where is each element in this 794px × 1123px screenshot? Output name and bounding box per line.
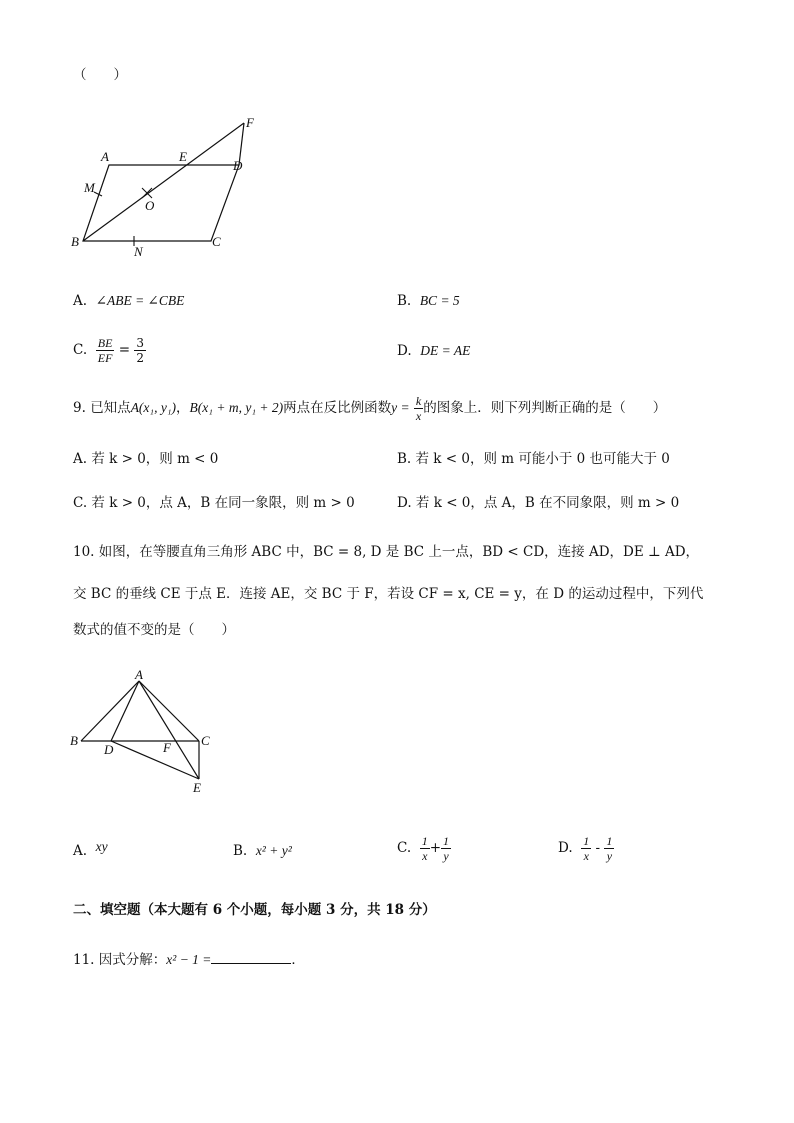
label-E: E [179,149,187,164]
q10-stem-line3: 数式的值不变的是（ ） [73,622,235,638]
label-C: C [201,733,210,748]
q10-option-c: C. $\frac{1}{x}$ + $\frac{1}{y}$ [397,834,450,863]
q10-option-b: B. x² + y² [233,843,292,859]
label-N: N [134,244,143,259]
q9-stem: 9. 已知点A(x₁, y₁)，B(x₁ + m, y₁ + 2)两点在反比例函数y = $\frac{k}{x}$ 的图象上．则下列判断正确的是（ ） [73,394,667,423]
label-M: M [84,180,95,195]
q10-option-a: A. xy [73,839,108,859]
q11-answer-blank[interactable] [211,951,291,964]
q8-option-d: D. DE = AE [397,343,471,359]
label-F: F [246,115,254,130]
q9-option-b: B. 若 k < 0，则 m 可能小于 0 也可能大于 0 [397,451,670,467]
section-heading-fill-in: 二、填空题（本大题有 6 个小题，每小题 3 分，共 18 分） [73,902,436,918]
q10-stem-line1: 10. 如图，在等腰直角三角形 ABC 中，BC = 8, D 是 BC 上一点，BD < CD，连接 AD，DE ⊥ AD， [73,544,700,560]
q10-stem-line2: 交 BC 的垂线 CE 于点 E．连接 AE，交 BC 于 F，若设 CF = x, CE = y，在 D 的运动过程中，下列代 [73,586,704,602]
q8-option-c: C. $\frac{BE}{EF}$ = $\frac{3}{2}$ [73,336,144,365]
q8-parallelogram-figure [66,110,276,260]
q9-option-a: A. 若 k > 0，则 m < 0 [73,451,219,467]
q8-answer-paren: （ ） [73,67,127,83]
label-C: C [212,234,221,249]
label-D: D [104,742,114,757]
q9-option-d: D. 若 k < 0，点 A，B 在不同象限，则 m > 0 [397,495,680,511]
label-D: D [233,158,243,173]
label-F: F [163,740,171,755]
q8-option-b: B. BC = 5 [397,293,460,309]
label-A: A [135,667,143,682]
label-B: B [71,234,79,249]
label-O: O [145,198,155,213]
q10-triangle-figure [66,664,226,799]
q10-option-d: D. $\frac{1}{x}$ - $\frac{1}{y}$ [558,834,613,863]
label-B: B [70,733,78,748]
q11-stem: 11. 因式分解：x² − 1 = ． [73,952,305,968]
label-A: A [101,149,109,164]
q8-option-a: A. ∠ABE = ∠CBE [73,293,185,309]
q9-option-c: C. 若 k > 0，点 A，B 在同一象限，则 m > 0 [73,495,355,511]
label-E: E [193,780,201,795]
